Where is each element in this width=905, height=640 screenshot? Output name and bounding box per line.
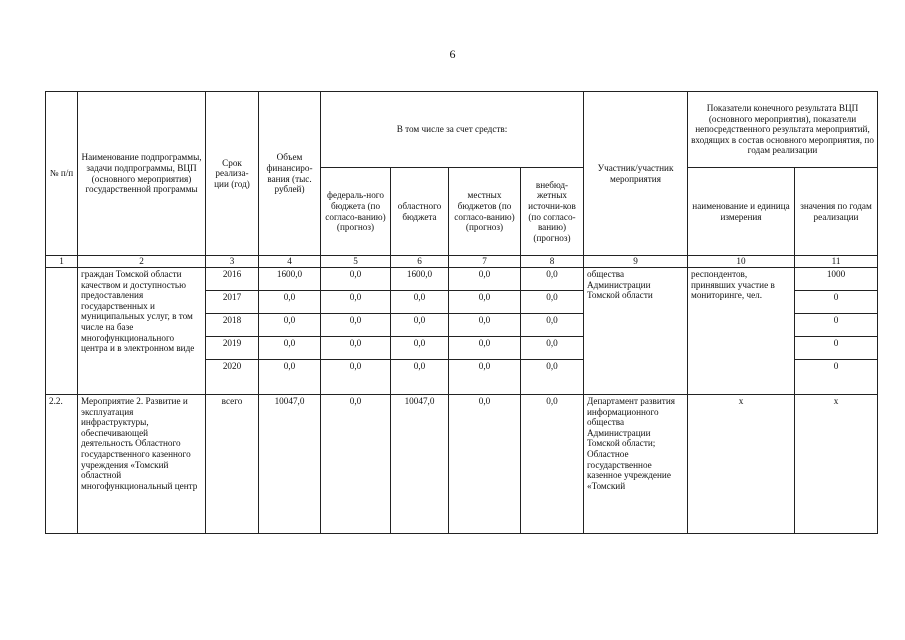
col-number: 10	[688, 256, 795, 268]
row-local: 0,0	[449, 268, 521, 291]
row-federal: 0,0	[321, 395, 391, 534]
row-value: 1000	[795, 268, 878, 291]
row-indicator: респондентов, принявших участие в мониторинге, чел.	[688, 268, 795, 395]
row-local: 0,0	[449, 291, 521, 314]
row-local: 0,0	[449, 314, 521, 337]
row-total: 0,0	[259, 360, 321, 395]
row-regional: 0,0	[391, 291, 449, 314]
row-year: 2017	[206, 291, 259, 314]
row-extra: 0,0	[521, 291, 584, 314]
column-numbers-row	[46, 256, 878, 268]
row-extra: 0,0	[521, 337, 584, 360]
header-volume: Объем финансиро-вания (тыс. рублей)	[259, 92, 321, 256]
row-num	[46, 268, 78, 395]
row-name: граждан Томской области качеством и доступностью предоставления государственных и муниципальных услуг, в том числе на базе многофункционального центра и в электронном виде	[78, 268, 206, 395]
row-value: 0	[795, 314, 878, 337]
row-indicator: x	[688, 395, 795, 534]
row-value: 0	[795, 337, 878, 360]
table-row	[46, 268, 878, 291]
col-number: 6	[391, 256, 449, 268]
col-number: 7	[449, 256, 521, 268]
row-value: x	[795, 395, 878, 534]
row-federal: 0,0	[321, 291, 391, 314]
row-extra: 0,0	[521, 268, 584, 291]
col-number: 2	[78, 256, 206, 268]
col-number: 8	[521, 256, 584, 268]
row-year: всего	[206, 395, 259, 534]
row-local: 0,0	[449, 395, 521, 534]
col-number: 4	[259, 256, 321, 268]
header-indicators: Показатели конечного результата ВЦП (основного мероприятия), показатели непосредственного результата мероприятий, входящих в состав основного мероприятия, по годам реализации	[688, 92, 878, 168]
row-extra: 0,0	[521, 360, 584, 395]
row-year: 2019	[206, 337, 259, 360]
row-regional: 1600,0	[391, 268, 449, 291]
row-total: 0,0	[259, 337, 321, 360]
row-total: 1600,0	[259, 268, 321, 291]
header-num: № п/п	[46, 92, 78, 256]
row-name: Мероприятие 2. Развитие и эксплуатация инфраструктуры, обеспечивающей деятельность Областного государственного казенного учреждения «Томский областной многофункциональный центр	[78, 395, 206, 534]
row-regional: 0,0	[391, 314, 449, 337]
row-local: 0,0	[449, 337, 521, 360]
header-ind-values: значения по годам реализации	[795, 168, 878, 256]
program-table	[45, 91, 878, 534]
col-number: 5	[321, 256, 391, 268]
row-year: 2016	[206, 268, 259, 291]
header-row-1	[46, 92, 878, 168]
header-extra: внебюд-жетных источни-ков (по согласо-ванию) (прогноз)	[521, 168, 584, 256]
row-total: 0,0	[259, 314, 321, 337]
col-number: 3	[206, 256, 259, 268]
row-value: 0	[795, 360, 878, 395]
row-total: 0,0	[259, 291, 321, 314]
col-number: 9	[584, 256, 688, 268]
row-year: 2020	[206, 360, 259, 395]
row-regional: 0,0	[391, 360, 449, 395]
col-number: 1	[46, 256, 78, 268]
page-number: 6	[449, 47, 456, 61]
row-federal: 0,0	[321, 337, 391, 360]
row-year: 2018	[206, 314, 259, 337]
row-extra: 0,0	[521, 395, 584, 534]
row-federal: 0,0	[321, 360, 391, 395]
row-federal: 0,0	[321, 314, 391, 337]
row-regional: 10047,0	[391, 395, 449, 534]
row-num: 2.2.	[46, 395, 78, 534]
row-total: 10047,0	[259, 395, 321, 534]
col-number: 11	[795, 256, 878, 268]
header-term: Срок реализа-ции (год)	[206, 92, 259, 256]
row-value: 0	[795, 291, 878, 314]
header-name: Наименование подпрограммы, задачи подпрограммы, ВЦП (основного мероприятия) государственной программы	[78, 92, 206, 256]
header-local: местных бюджетов (по согласо-ванию) (прогноз)	[449, 168, 521, 256]
row-regional: 0,0	[391, 337, 449, 360]
row-local: 0,0	[449, 360, 521, 395]
header-ind-name: наименование и единица измерения	[688, 168, 795, 256]
header-including: В том числе за счет средств:	[321, 92, 584, 168]
header-participant: Участник/участник мероприятия	[584, 92, 688, 256]
table-row	[46, 395, 878, 534]
header-regional: областного бюджета	[391, 168, 449, 256]
row-participant: общества Администрации Томской области	[584, 268, 688, 395]
header-federal: федераль-ного бюджета (по согласо-ванию) (прогноз)	[321, 168, 391, 256]
row-extra: 0,0	[521, 314, 584, 337]
row-participant: Департамент развития информационного общества Администрации Томской области; Областное государственное казенное учреждение «Томский	[584, 395, 688, 534]
row-federal: 0,0	[321, 268, 391, 291]
